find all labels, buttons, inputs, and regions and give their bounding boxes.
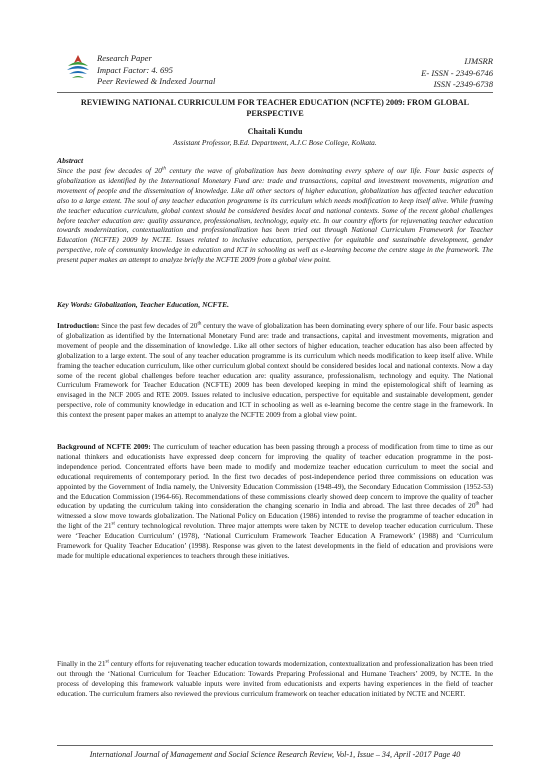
e-issn: E- ISSN - 2349-6746: [421, 67, 493, 78]
author-name: Chaitali Kundu: [247, 127, 303, 136]
peer-reviewed: Peer Reviewed & Indexed Journal: [97, 76, 216, 87]
abstract-heading: Abstract: [57, 156, 84, 165]
background-heading: Background of NCFTE 2009:: [57, 442, 151, 451]
issn: ISSN -2349-6738: [433, 79, 493, 90]
introduction-heading: Introduction:: [57, 321, 100, 330]
author-affiliation: Assistant Professor, B.Ed. Department, A.J.C Bose College, Kolkata.: [173, 138, 377, 147]
footer-divider: [57, 745, 493, 746]
abstract-text: Since the past few decades of 20th century the wave of globalization has been dominating every sphere of our life. Four basic aspects of globalization as identified by the International Monetary Fund are: trade and transactions, capital and investment movements, migration and movement of people and the dissemination of knowledge. Like all other sectors of higher education, globalization has affected teacher education also to a large extent. The soul of any teacher education programme is its curriculum which needs modification to keep itself alive. While framing the teacher education curriculum, global context should be considered besides local and national contexts. Some of the recent global challenges before teacher education are: quality assurance, professionalism, technology, equity etc. In our country efforts for rejuvenating teacher education towards modernization, contextualization and professionalization has been tried out through National Curriculum Framework for Teacher Education (NCFTE) 2009 by NCTE. Issues related to inclusive education, perspective for equitable and sustainable development, gender perspective, role of community knowledge in education and ICT in schooling as well as e-learning become the centre stage in the framework. The present paper makes an attempt to analyze briefly the NCFTE 2009 from a global view point.: [57, 166, 493, 265]
journal-info: [97, 53, 215, 88]
journal-logo: [63, 52, 93, 84]
keywords: Key Words: Globalization, Teacher Education, NCFTE.: [57, 300, 229, 309]
finally-paragraph: Finally in the 21st century efforts for rejuvenating teacher education towards modernization, contextualization and professionalization has been tried out through the ‘National Curriculum for Teacher Education: Towards Preparing Professional and Humane Teachers’ 2009, by NCTE. In the process of developing this framework valuable inputs were invited from educationists and experts having experiences in the field of teacher education. The curriculum framers also reviewed the previous curriculum framework on teacher education initiated by NCTE and NCERT.: [57, 659, 493, 698]
journal-abbrev: IJMSRR: [464, 56, 493, 66]
header-divider: [57, 92, 493, 93]
impact-factor: Impact Factor: 4. 695: [97, 64, 173, 75]
background-paragraph: Background of NCFTE 2009: The curriculum of teacher education has been passing through a process of modification from time to time as our national thinkers and educationists have expressed deep concern for improving the quality of teacher education programme in the post-independence period. Concentrated efforts have been made to modify and modernize teacher education curriculum to meet the social and educational requirements of contemporary period. In the first two decades of post-independence period three commissions on education was appointed by the Government of India namely, the University Education Commission (1948-49), the Secondary Education Commission (1952-53) and the Education Commission (1964-66). Recommendations of these commissions clearly showed deep concern to improve the quality of teacher education by updating the curriculum taking into consideration the changing scenario in India and abroad. The last three decades of 20th had witnessed a slow move towards globalization. The National Policy on Education (1986) intended to revise the programme of teacher education in the light of the 21st century technological revolution. Three major attempts were taken by NCTE to develop teacher education curriculum. These were ‘Teacher Education Curriculum’ (1978), ‘National Curriculum Framework Teacher Education A Framework’ (1988) and ‘Curriculum Framework for Quality Teacher Education’ (1998). Response was given to the latest developments in the field of education and provisions were made for multiple educational experiences to teachers through these initiatives.: [57, 442, 494, 560]
introduction-paragraph: Introduction: Since the past few decades of 20th century the wave of globalization has been dominating every sphere of our life. Four basic aspects of globalization as identified by the International Monetary Fund are: trade and transactions, capital and investment movements, migration and movement of people and the dissemination of knowledge. Like all other sectors of higher education, teacher education has also been affected by globalization to a large extent. The soul of any teacher education programme is its curriculum which needs modification to keep itself alive. While framing the teacher education curriculum, like other curriculum global context should be considered besides local and national contexts. Now a day some of the recent global challenges before teacher education are: quality assurance, professionalism, technology and equity. The National Curriculum Framework for Teacher Education (NCFTE) 2009 has been developed keeping in mind the epistemological shift of learning as envisaged in the NCF 2005 and RTE 2009. Issues related to inclusive education, perspective for equitable and sustainable development, gender perspective, role of community knowledge in education and ICT in schooling as well as e-learning become the centre stage in the framework. In this context the present paper makes an attempt to analyze the NCFTE 2009 from a global view point.: [57, 321, 493, 420]
paper-title: REVIEWING NATIONAL CURRICULUM FOR TEACHER EDUCATION (NCFTE) 2009: FROM GLOBAL PERSPECTIVE: [80, 98, 470, 118]
page-footer: International Journal of Management and Social Science Research Review, Vol-1, Issue – 34, April -2017 Page 40: [89, 750, 461, 759]
journal-ids: [421, 56, 493, 91]
paper-type: Research Paper: [97, 53, 152, 63]
